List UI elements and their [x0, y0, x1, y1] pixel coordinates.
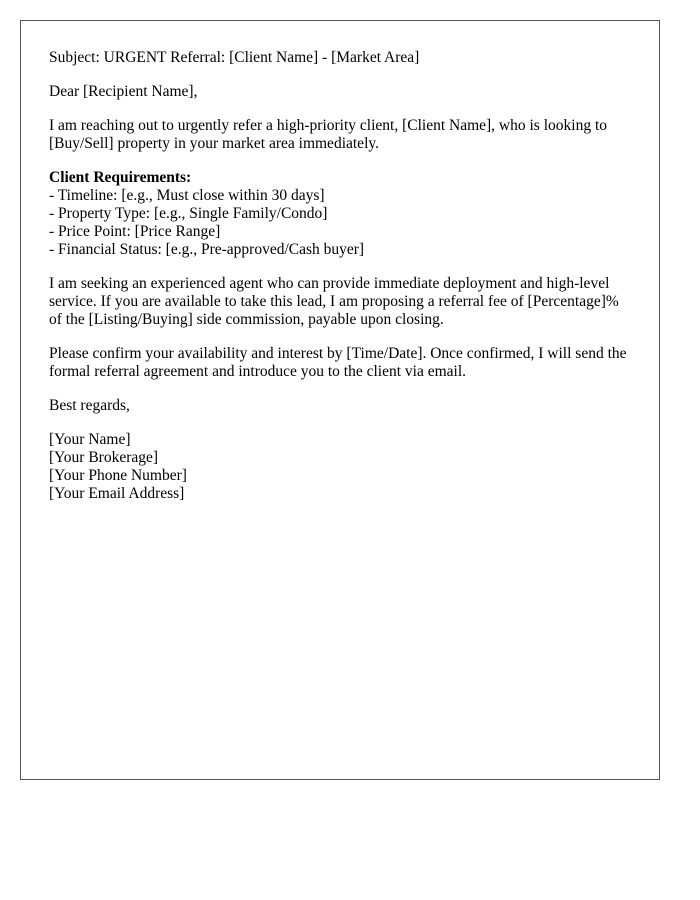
subject-line: Subject: URGENT Referral: [Client Name] - [Market Area]	[49, 49, 420, 66]
client-requirements-section	[49, 169, 631, 259]
requirements-heading: Client Requirements:	[49, 169, 192, 186]
signature-phone: [Your Phone Number]	[49, 467, 187, 484]
intro-paragraph: I am reaching out to urgently refer a high-priority client, [Client Name], who is looking to [Buy/Sell] property in your market area immediately.	[49, 117, 607, 152]
requirement-item-timeline: - Timeline: [e.g., Must close within 30 days]	[49, 187, 325, 204]
requirement-item-financial-status: - Financial Status: [e.g., Pre-approved/Cash buyer]	[49, 241, 365, 258]
requirement-item-property-type: - Property Type: [e.g., Single Family/Condo]	[49, 205, 328, 222]
requirement-item-price-point: - Price Point: [Price Range]	[49, 223, 221, 240]
greeting: Dear [Recipient Name],	[49, 83, 198, 100]
confirmation-paragraph: Please confirm your availability and interest by [Time/Date]. Once confirmed, I will send the formal referral agreement and introduce you to the client via email.	[49, 345, 627, 380]
signature-name: [Your Name]	[49, 431, 131, 448]
letter-document	[20, 20, 660, 780]
signature-block	[49, 431, 631, 503]
signature-brokerage: [Your Brokerage]	[49, 449, 159, 466]
closing: Best regards,	[49, 397, 130, 414]
signature-email: [Your Email Address]	[49, 485, 185, 502]
referral-fee-paragraph: I am seeking an experienced agent who can provide immediate deployment and high-level service. If you are available to take this lead, I am proposing a referral fee of [Percentage]% of the [Listing/Buying] side commission, payable upon closing.	[49, 275, 619, 328]
